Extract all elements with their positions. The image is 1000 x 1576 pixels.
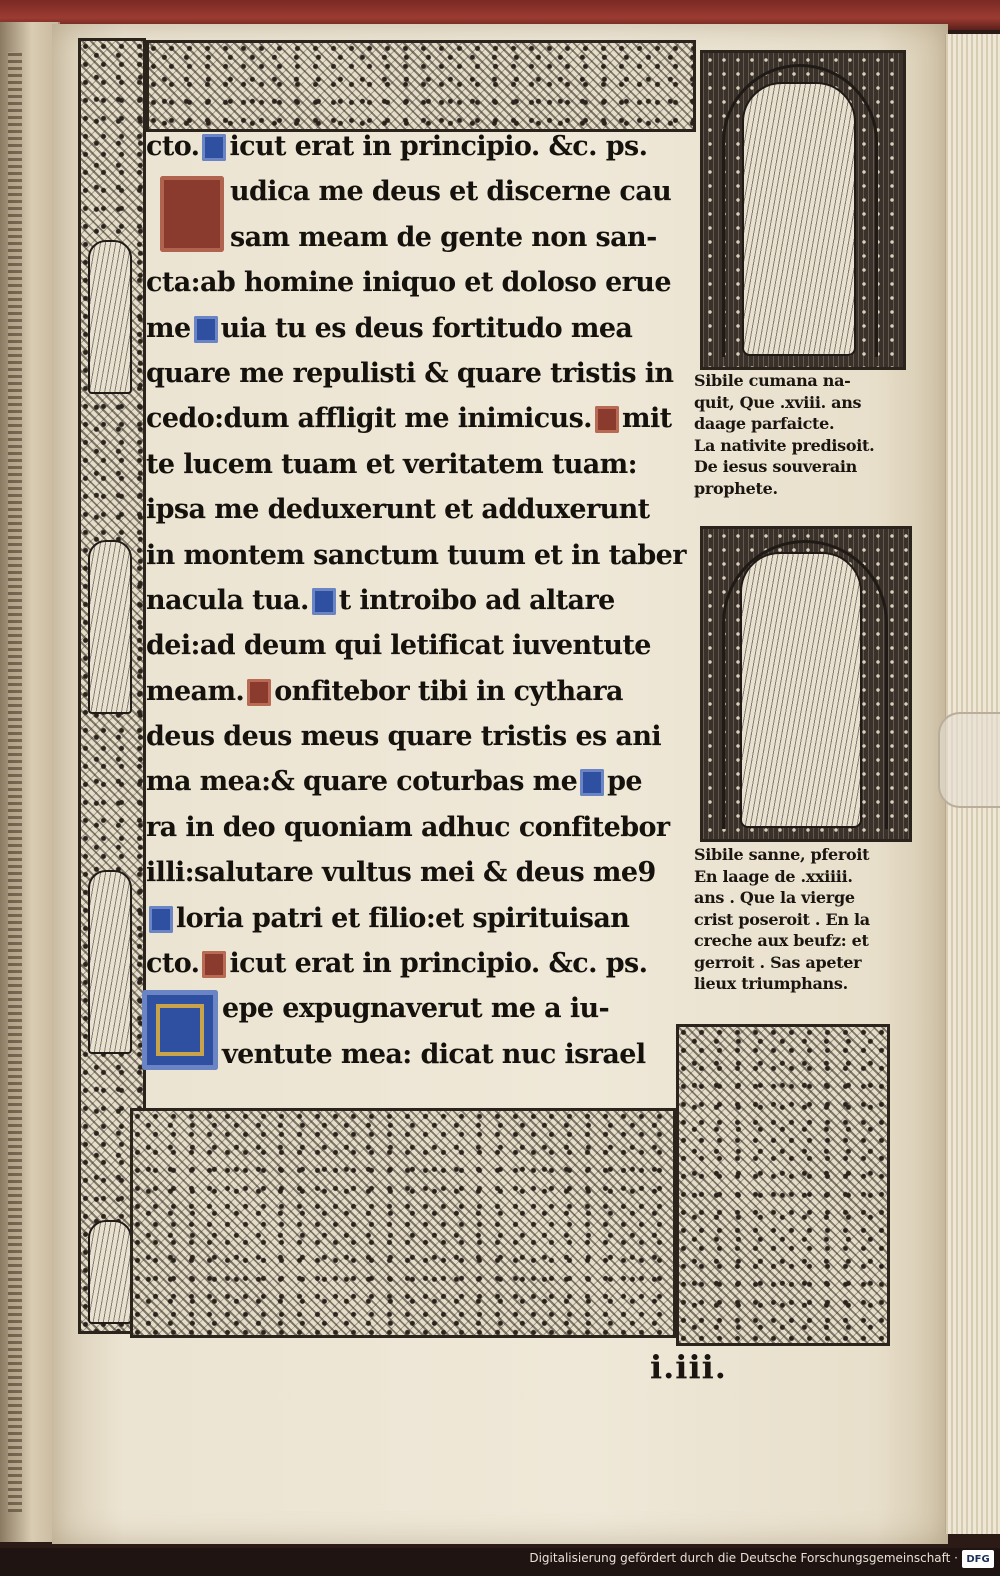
initial-q-blue (194, 316, 218, 343)
caption-1-line: daage parfaicte. (694, 414, 835, 433)
text-line-5: me uia tu es deus fortitudo mea (146, 312, 633, 344)
initial-e-red (595, 406, 619, 433)
initial-g-blue (149, 906, 173, 933)
caption-2-line: En laage de .xxiiii. (694, 866, 853, 886)
sibyl-samia-caption (694, 844, 909, 995)
top-floral-border (146, 40, 696, 132)
prophet-figure-2 (88, 540, 132, 714)
folio-signature: i.iii. (650, 1348, 727, 1386)
initial-e-blue (312, 588, 336, 615)
text-line-18: loria patri et filio:et spirituisan (146, 896, 694, 941)
initial-s-red (202, 951, 226, 978)
caption-2-line: crist poseroit . En la (694, 909, 870, 929)
text-line-8: te lucem tuam et veritatem tuam: (146, 448, 638, 480)
text-line-16: ra in deo quoniam adhuc confitebor (146, 811, 670, 843)
caption-1-line: De iesus souverain (694, 457, 857, 476)
text-line-19: cto. icut erat in principio. &c. ps. (146, 948, 648, 980)
sibyl-cumana-caption (694, 370, 909, 499)
caption-2-line: creche aux beufz: et (694, 931, 869, 950)
prophet-figure-3 (88, 870, 132, 1054)
initial-s-blue (202, 134, 226, 161)
text-line-2: udica me deus et discerne cau (230, 176, 672, 208)
main-text-block (146, 124, 694, 1077)
text-line-6: quare me repulisti & quare tristis in (146, 357, 674, 389)
bottom-hunting-scene-border (130, 1108, 676, 1338)
page-clip-holder (938, 712, 1000, 808)
sibyl-samia-figure (740, 552, 862, 828)
initial-s2-blue (580, 769, 604, 796)
text-line-10: in montem sanctum tuum et in taber (146, 539, 686, 571)
text-line-17: illi:salutare vultus mei & deus me9 (146, 857, 656, 889)
prophet-figure-4 (88, 1220, 132, 1324)
caption-2-line: ans . Que la vierge (694, 888, 855, 907)
sibyl-cumana-figure (742, 82, 856, 356)
previous-page-edge (0, 22, 60, 1542)
text-line-13: meam. onfitebor tibi in cythara (146, 675, 623, 707)
text-line-11: nacula tua. t introibo ad altare (146, 584, 615, 616)
text-line-4: cta:ab homine iniquo et doloso erue (146, 267, 671, 299)
digitization-credit: Digitalisierung gefördert durch die Deutsche Forschungsgemeinschaft · (529, 1551, 958, 1565)
caption-1-line: quit, Que .xviii. ans (694, 392, 862, 412)
caption-2-line: Sibile sanne, pferoit (694, 845, 870, 864)
text-line-1: cto. icut erat in principio. &c. ps. (146, 131, 648, 162)
text-line-20: epe expugnaverut me a iu- (222, 993, 610, 1025)
caption-1-line: prophete. (694, 478, 778, 498)
caption-2-line: lieux triumphans. (694, 974, 848, 993)
caption-1-line: La nativite predisoit. (694, 435, 875, 455)
caption-2-line: gerroit . Sas apeter (694, 952, 862, 972)
text-line-7: cedo:dum affligit me inimicus. mit (146, 403, 672, 435)
beast-foliage-woodcut (676, 1024, 890, 1346)
text-line-21: ventute mea: dicat nuc israel (222, 1038, 646, 1070)
text-line-15: ma mea:& quare coturbas me pe (146, 766, 643, 798)
prophet-figure-1 (88, 240, 132, 394)
initial-c-red (247, 679, 271, 706)
text-line-12: dei:ad deum qui letificat iuventute (146, 630, 651, 662)
text-line-9: ipsa me deduxerunt et adduxerunt (146, 494, 650, 526)
text-line-3: sam meam de gente non san- (230, 221, 657, 253)
caption-1-line: Sibile cumana na- (694, 371, 851, 390)
text-line-14: deus deus meus quare tristis es ani (146, 721, 662, 753)
dfg-logo: DFG (962, 1550, 994, 1568)
